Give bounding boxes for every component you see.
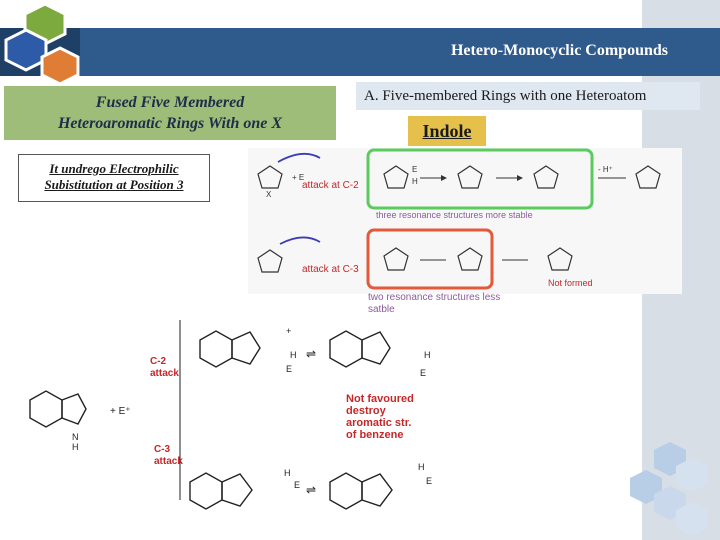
reagent-label: + E⁺ [110, 406, 131, 417]
svg-text:+: + [286, 326, 292, 336]
indole-reactant [30, 391, 86, 452]
atom-e-label: E [286, 364, 293, 374]
atom-x-label: X [266, 190, 272, 199]
electrophilic-attack-scheme [248, 148, 682, 294]
atom-e-label: E [412, 165, 418, 174]
atom-n-label: N [72, 432, 79, 442]
minus-h-label: - H⁺ [598, 165, 613, 174]
decorative-hexagons-icon [600, 440, 710, 540]
section-heading: A. Five-membered Rings with one Heteroatom [356, 82, 700, 110]
not-favoured-line1: Not favoured [346, 393, 414, 405]
not-favoured-line4: of benzene [346, 429, 404, 441]
page-title: Hetero-Monocyclic Compounds [450, 42, 668, 59]
not-favoured-note [346, 393, 414, 441]
atom-h-label: H [418, 462, 425, 472]
c3-attack-line1: C-3 [154, 444, 171, 455]
c3-intermediate-1 [190, 468, 300, 509]
atom-e-label: E [426, 476, 433, 486]
indole-tag: Indole [408, 116, 486, 146]
c2-intermediate-1 [200, 326, 297, 374]
c3-attack-line2: attack [154, 456, 183, 467]
svg-text:⇌: ⇌ [306, 347, 317, 361]
plus-e-label: + E [292, 173, 305, 182]
c3-intermediate-2 [330, 462, 432, 509]
atom-e-label: E [294, 480, 301, 490]
reaction-note [18, 154, 210, 202]
not-favoured-line3: aromatic str. [346, 417, 412, 429]
atom-h-label: H [284, 468, 291, 478]
c2-intermediate-2 [330, 331, 431, 378]
reaction-note-line2: Subistitution at Position 3 [44, 177, 184, 192]
atom-h-label: H [290, 350, 297, 360]
topic-title-box [4, 86, 336, 140]
atom-h-label: H [424, 350, 431, 360]
topic-title-line2: Heteroaromatic Rings With one X [57, 115, 283, 132]
c2-caption: three resonance structures more stable [376, 210, 533, 220]
reaction-note-line1: It undrego Electrophilic [49, 161, 179, 176]
hexagon-logo-icon [0, 0, 90, 90]
indole-attack-scheme [0, 300, 500, 540]
c3-caption: two resonance structures less satble [368, 292, 501, 315]
svg-text:⇌: ⇌ [306, 483, 317, 497]
not-favoured-line2: destroy [346, 405, 386, 417]
not-formed-label: Not formed [548, 278, 593, 288]
attack-c3-label: attack at C-3 [302, 264, 359, 275]
attack-c2-label: attack at C-2 [302, 180, 359, 191]
atom-e-label: E [420, 368, 427, 378]
atom-h-label: H [412, 177, 418, 186]
c2-attack-line1: C-2 [150, 356, 167, 367]
c2-attack-line2: attack [150, 368, 179, 379]
atom-h-label: H [72, 442, 79, 452]
topic-title-line1: Fused Five Membered [95, 94, 245, 111]
